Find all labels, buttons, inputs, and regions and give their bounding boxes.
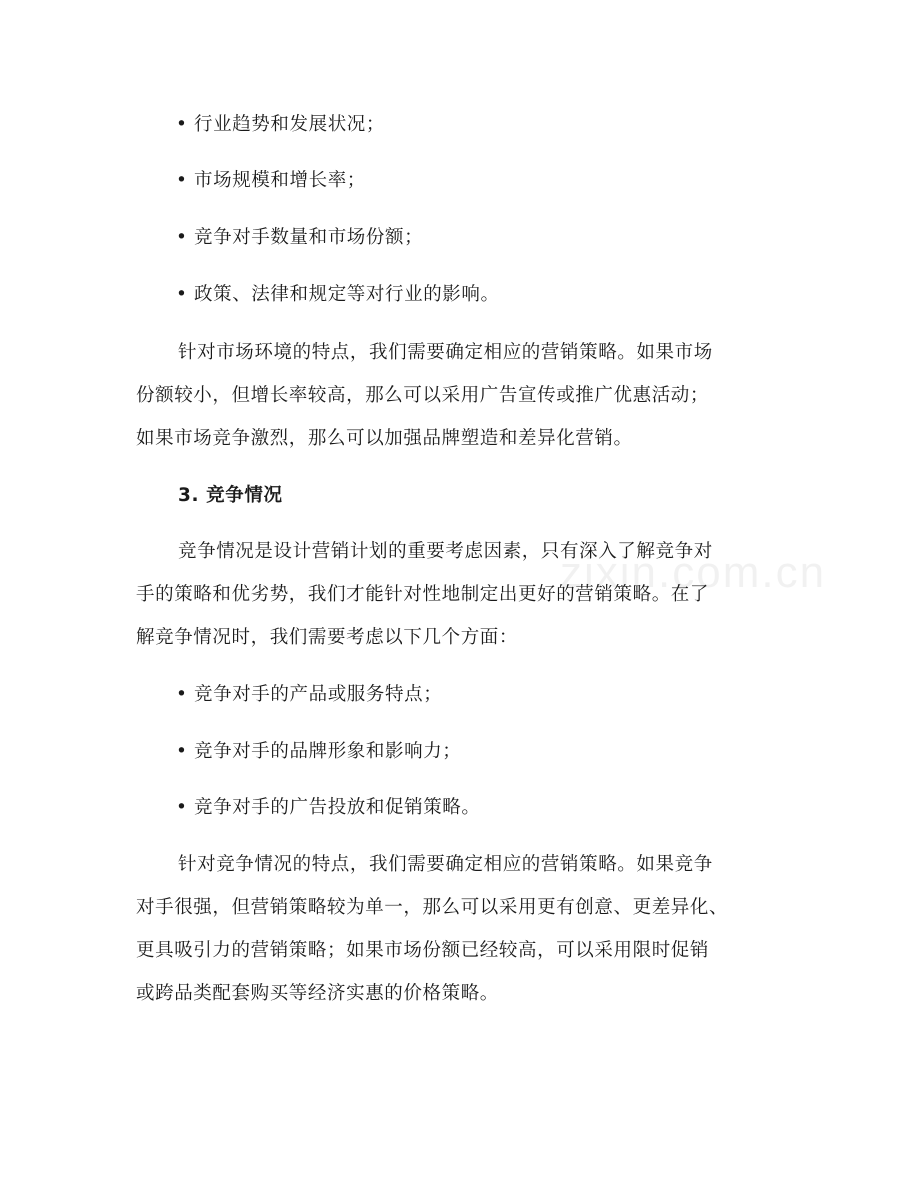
paragraph-line: 或跨品类配套购买等经济实惠的价格策略。 <box>136 983 499 1004</box>
list-item: • 竞争对手数量和市场份额； <box>176 227 424 248</box>
paragraph-line: 更具吸引力的营销策略；如果市场份额已经较高，可以采用限时促销 <box>136 940 710 961</box>
list-item: • 竞争对手的广告投放和促销策略。 <box>176 797 481 818</box>
list-item: • 政策、法律和规定等对行业的影响。 <box>176 284 500 305</box>
paragraph-line: 针对竞争情况的特点，我们需要确定相应的营销策略。如果竞争 <box>178 854 713 875</box>
list-item: • 市场规模和增长率； <box>176 170 366 191</box>
paragraph-line: 竞争情况是设计营销计划的重要考虑因素，只有深入了解竞争对 <box>178 541 713 562</box>
paragraph-line: 针对市场环境的特点，我们需要确定相应的营销策略。如果市场 <box>178 342 713 363</box>
list-item: • 行业趋势和发展状况； <box>176 114 385 135</box>
paragraph-line: 如果市场竞争激烈，那么可以加强品牌塑造和差异化营销。 <box>136 428 633 449</box>
list-item: • 竞争对手的品牌形象和影响力； <box>176 741 462 762</box>
list-item: • 竞争对手的产品或服务特点； <box>176 684 443 705</box>
paragraph-line: 手的策略和优劣势，我们才能针对性地制定出更好的营销策略。在了 <box>136 584 710 605</box>
section-heading: 3. 竞争情况 <box>178 485 283 506</box>
paragraph-line: 对手很强，但营销策略较为单一，那么可以采用更有创意、更差异化、 <box>136 897 729 918</box>
watermark: zixin.com.cn <box>560 548 827 597</box>
paragraph-line: 份额较小，但增长率较高，那么可以采用广告宣传或推广优惠活动； <box>136 385 710 406</box>
paragraph-line: 解竞争情况时，我们需要考虑以下几个方面： <box>136 627 519 648</box>
